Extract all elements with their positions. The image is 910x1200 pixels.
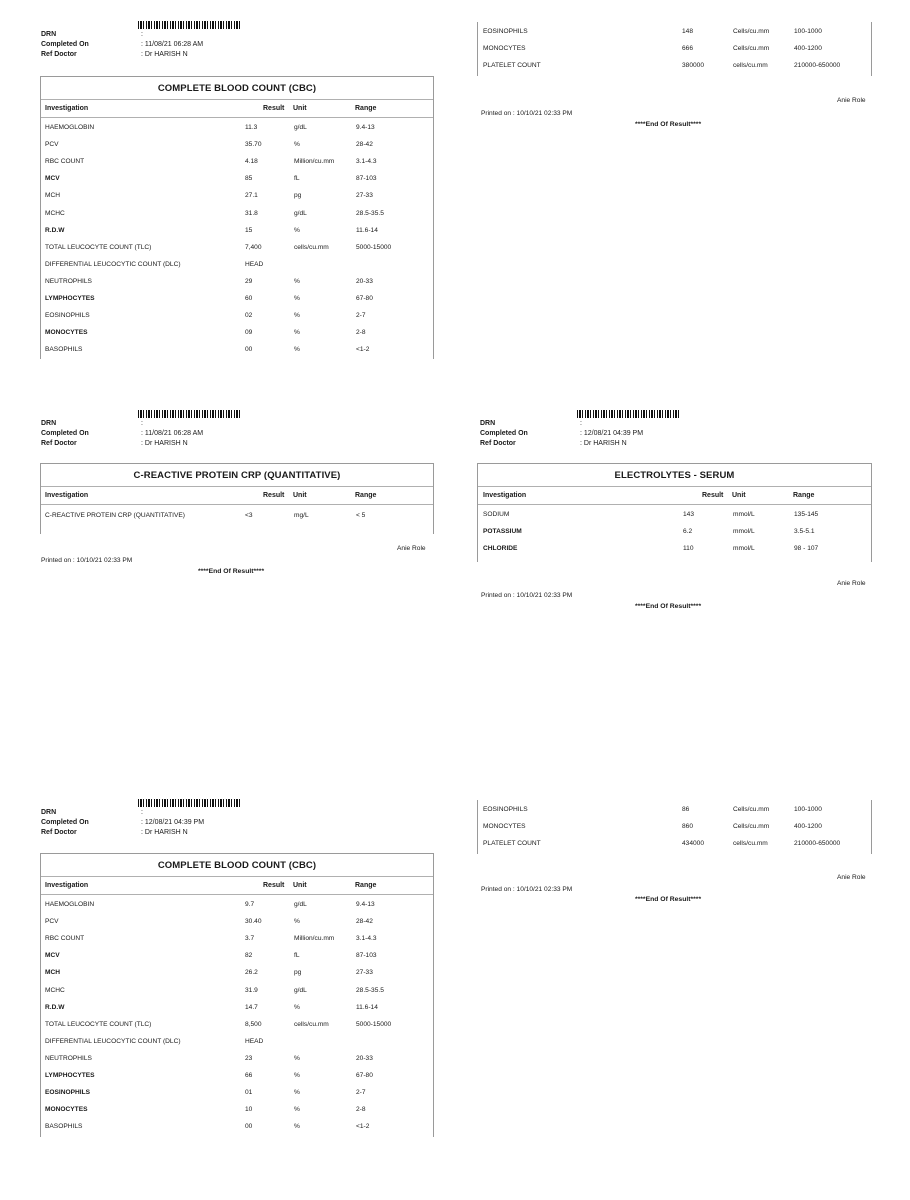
test-name: MONOCYTES — [483, 45, 526, 53]
table-row — [41, 952, 433, 969]
result-value: 15 — [245, 226, 253, 234]
ref-doctor-label: Ref Doctor — [41, 440, 77, 447]
ref-doctor-label: Ref Doctor — [480, 440, 516, 447]
unit-value: Cells/cu.mm — [733, 45, 770, 53]
table-row — [41, 935, 433, 952]
report-title: ELECTROLYTES - SERUM — [614, 470, 735, 481]
unit-value: cells/cu.mm — [733, 62, 768, 70]
completed-on-value: : 11/08/21 06:28 AM — [141, 430, 204, 437]
result-header: Result — [263, 492, 285, 499]
range-value: 11.6-14 — [356, 1003, 378, 1011]
divider — [41, 894, 433, 895]
range-value: 135-145 — [794, 511, 819, 518]
table-row — [41, 1072, 433, 1089]
ref-doctor-value: : Dr HARISH N — [580, 440, 627, 447]
table-row — [41, 175, 433, 192]
table-row — [478, 528, 871, 545]
report-header — [480, 419, 740, 451]
table-row — [41, 141, 433, 158]
unit-value: Million/cu.mm — [294, 935, 335, 943]
result-value: <3 — [245, 512, 253, 519]
barcode — [577, 410, 679, 418]
unit-value: % — [294, 141, 300, 149]
range-value: 100-1000 — [794, 28, 822, 35]
divider — [41, 876, 433, 877]
range-value: 2-7 — [356, 312, 366, 320]
range-value: < 5 — [356, 512, 366, 519]
result-value: 7,400 — [245, 243, 262, 251]
result-value: 26.2 — [245, 969, 258, 977]
drn-value: : — [141, 809, 143, 816]
ref-doctor-label: Ref Doctor — [41, 829, 77, 836]
table-row — [41, 244, 433, 261]
range-value: 3.5-5.1 — [794, 528, 815, 536]
test-name: MCHC — [45, 986, 65, 994]
range-value: 87-103 — [356, 175, 377, 183]
divider — [478, 504, 871, 505]
result-value: 23 — [245, 1054, 253, 1062]
printed-on: Printed on : 10/10/21 02:33 PM — [41, 557, 133, 564]
report-title: COMPLETE BLOOD COUNT (CBC) — [157, 83, 317, 94]
unit-value: % — [294, 226, 300, 234]
test-name: PLATELET COUNT — [483, 840, 541, 848]
result-value: 00 — [245, 346, 253, 354]
unit-value: % — [294, 1123, 300, 1131]
drn-label: DRN — [41, 420, 57, 427]
investigation-header: Investigation — [483, 492, 527, 499]
divider — [41, 486, 433, 487]
unit-value: Cells/cu.mm — [733, 28, 770, 35]
completed-on-value: : 11/08/21 06:28 AM — [141, 41, 204, 48]
result-value: 860 — [682, 823, 694, 831]
completed-on-label: Completed On — [41, 819, 89, 826]
range-value: 210000-650000 — [794, 840, 841, 848]
result-value: 30.40 — [245, 918, 262, 926]
range-value: 2-8 — [356, 329, 366, 337]
test-name: MCHC — [45, 209, 65, 217]
test-name: R.D.W — [45, 226, 65, 234]
test-name: DIFFERENTIAL LEUCOCYTIC COUNT (DLC) — [45, 1037, 181, 1045]
barcode — [138, 410, 240, 418]
test-name: MCH — [45, 192, 61, 200]
result-header: Result — [263, 105, 285, 112]
test-name: MONOCYTES — [45, 1106, 88, 1114]
range-value: 5000-15000 — [356, 1020, 392, 1028]
cbc-continuation-table — [477, 22, 872, 76]
signatory: Anie Role — [837, 580, 866, 587]
test-name: HAEMOGLOBIN — [45, 124, 95, 131]
ref-doctor-label: Ref Doctor — [41, 51, 77, 58]
table-row — [41, 512, 433, 529]
table-row — [41, 210, 433, 227]
table-row — [41, 278, 433, 295]
barcode — [138, 799, 240, 807]
table-row — [41, 1004, 433, 1021]
end-of-result: ****End Of Result**** — [198, 568, 265, 575]
ref-doctor-value: : Dr HARISH N — [141, 440, 188, 447]
range-value: 87-103 — [356, 952, 377, 960]
range-value: 400-1200 — [794, 823, 822, 831]
unit-value: % — [294, 918, 300, 926]
test-name: MCV — [45, 175, 60, 183]
result-value: 148 — [682, 28, 694, 35]
table-row — [478, 511, 871, 528]
range-header: Range — [793, 492, 815, 499]
crp-table — [40, 463, 434, 534]
unit-value: % — [294, 1003, 300, 1011]
range-value: 27-33 — [356, 192, 373, 200]
result-value: 9.7 — [245, 901, 255, 908]
printed-on: Printed on : 10/10/21 02:33 PM — [481, 110, 573, 117]
range-value: 28-42 — [356, 141, 373, 149]
investigation-header: Investigation — [45, 105, 89, 112]
range-value: 27-33 — [356, 969, 373, 977]
result-value: 31.9 — [245, 986, 258, 994]
test-name: HAEMOGLOBIN — [45, 901, 95, 908]
result-value: 82 — [245, 952, 253, 960]
unit-value: % — [294, 277, 300, 285]
result-value: 14.7 — [245, 1003, 258, 1011]
table-row — [478, 545, 871, 562]
table-row — [41, 124, 433, 141]
test-name: DIFFERENTIAL LEUCOCYTIC COUNT (DLC) — [45, 260, 181, 268]
table-row — [41, 969, 433, 986]
unit-value: % — [294, 1089, 300, 1097]
electrolytes-table — [477, 463, 872, 562]
range-value: <1-2 — [356, 1123, 370, 1131]
divider — [41, 99, 433, 100]
table-row — [41, 1089, 433, 1106]
investigation-header: Investigation — [45, 492, 89, 499]
test-name: PCV — [45, 141, 59, 149]
unit-value: Cells/cu.mm — [733, 806, 770, 813]
test-name: EOSINOPHILS — [483, 28, 528, 35]
unit-value: g/dL — [294, 124, 307, 131]
result-value: 35.70 — [245, 141, 262, 149]
range-value: 67-80 — [356, 295, 373, 302]
test-name: C-REACTIVE PROTEIN CRP (QUANTITATIVE) — [45, 512, 185, 519]
result-value: 09 — [245, 329, 253, 337]
drn-label: DRN — [480, 420, 496, 427]
unit-value: Million/cu.mm — [294, 158, 335, 166]
table-row — [41, 192, 433, 209]
range-value: 28.5-35.5 — [356, 209, 384, 217]
result-value: 110 — [683, 545, 694, 553]
unit-header: Unit — [293, 105, 307, 112]
test-name: BASOPHILS — [45, 1123, 83, 1131]
range-value: <1-2 — [356, 346, 370, 354]
table-row — [478, 823, 871, 840]
unit-value: pg — [294, 969, 302, 977]
divider — [478, 486, 871, 487]
report-header — [41, 30, 301, 62]
signatory: Anie Role — [837, 97, 866, 104]
result-value: 02 — [245, 312, 253, 320]
cbc-continuation-table — [477, 800, 872, 854]
result-value: 3.7 — [245, 935, 255, 943]
end-of-result: ****End Of Result**** — [635, 896, 702, 903]
unit-value: % — [294, 346, 300, 354]
table-row — [41, 1021, 433, 1038]
barcode — [138, 21, 240, 29]
range-value: 100-1000 — [794, 806, 822, 813]
test-name: POTASSIUM — [483, 528, 522, 536]
report-title: COMPLETE BLOOD COUNT (CBC) — [157, 860, 317, 871]
result-value: 00 — [245, 1123, 253, 1131]
range-value: 20-33 — [356, 277, 373, 285]
result-value: 666 — [682, 45, 694, 53]
unit-value: % — [294, 1106, 300, 1114]
table-row — [41, 329, 433, 346]
result-value: 66 — [245, 1072, 253, 1079]
range-value: 20-33 — [356, 1054, 373, 1062]
table-row — [41, 918, 433, 935]
test-name: NEUTROPHILS — [45, 277, 92, 285]
test-name: MONOCYTES — [483, 823, 526, 831]
completed-on-label: Completed On — [480, 430, 528, 437]
range-value: 3.1-4.3 — [356, 158, 377, 166]
drn-label: DRN — [41, 809, 57, 816]
completed-on-value: : 12/08/21 04:39 PM — [580, 430, 644, 437]
unit-value: Cells/cu.mm — [733, 823, 770, 831]
signatory: Anie Role — [397, 545, 426, 552]
test-name: MONOCYTES — [45, 329, 88, 337]
unit-value: % — [294, 1054, 300, 1062]
unit-value: fL — [294, 952, 300, 960]
range-value: 98 - 107 — [794, 545, 819, 553]
unit-value: mmol/L — [733, 545, 755, 553]
result-value: 27.1 — [245, 192, 258, 200]
result-value: HEAD — [245, 1037, 264, 1045]
result-value: 11.3 — [245, 124, 258, 131]
drn-label: DRN — [41, 31, 57, 38]
unit-value: g/dL — [294, 209, 307, 217]
report-title: C-REACTIVE PROTEIN CRP (QUANTITATIVE) — [133, 470, 341, 481]
range-header: Range — [355, 105, 377, 112]
unit-value: % — [294, 1072, 300, 1079]
drn-value: : — [141, 31, 143, 38]
report-header — [41, 419, 301, 451]
table-row — [41, 295, 433, 312]
result-value: 6.2 — [683, 528, 693, 536]
table-row — [41, 261, 433, 278]
range-header: Range — [355, 882, 377, 889]
report-header — [41, 808, 301, 840]
result-value: 85 — [245, 175, 253, 183]
unit-value: cells/cu.mm — [294, 1020, 329, 1028]
test-name: NEUTROPHILS — [45, 1054, 92, 1062]
unit-value: % — [294, 312, 300, 320]
end-of-result: ****End Of Result**** — [635, 121, 702, 128]
result-value: 380000 — [682, 62, 705, 70]
range-value: 11.6-14 — [356, 226, 378, 234]
test-name: BASOPHILS — [45, 346, 83, 354]
table-row — [41, 1055, 433, 1072]
test-name: EOSINOPHILS — [45, 1089, 91, 1097]
drn-value: : — [580, 420, 582, 427]
result-value: 31.8 — [245, 209, 258, 217]
cbc-table — [40, 853, 434, 1137]
unit-value: mmol/L — [733, 528, 755, 536]
test-name: CHLORIDE — [483, 545, 518, 553]
table-row — [41, 312, 433, 329]
range-value: 28.5-35.5 — [356, 986, 384, 994]
printed-on: Printed on : 10/10/21 02:33 PM — [481, 592, 573, 599]
unit-value: % — [294, 295, 300, 302]
table-row — [478, 28, 871, 45]
range-value: 2-7 — [356, 1089, 366, 1097]
range-value: 9.4-13 — [356, 901, 375, 908]
result-value: 01 — [245, 1089, 253, 1097]
result-value: 4.18 — [245, 158, 258, 166]
divider — [41, 117, 433, 118]
range-value: 210000-650000 — [794, 62, 841, 70]
test-name: PCV — [45, 918, 59, 926]
test-name: LYMPHOCYTES — [45, 1072, 95, 1079]
unit-value: mg/L — [294, 512, 309, 519]
test-name: PLATELET COUNT — [483, 62, 541, 70]
unit-value: g/dL — [294, 986, 307, 994]
printed-on: Printed on : 10/10/21 02:33 PM — [481, 886, 573, 893]
range-value: 2-8 — [356, 1106, 366, 1114]
cbc-table — [40, 76, 434, 359]
table-row — [478, 62, 871, 79]
result-value: HEAD — [245, 260, 264, 268]
range-header: Range — [355, 492, 377, 499]
result-value: 8,500 — [245, 1020, 262, 1028]
result-value: 143 — [683, 511, 695, 518]
table-row — [41, 901, 433, 918]
test-name: TOTAL LEUCOCYTE COUNT (TLC) — [45, 1020, 152, 1028]
range-value: 67-80 — [356, 1072, 373, 1079]
test-name: RBC COUNT — [45, 935, 85, 943]
completed-on-label: Completed On — [41, 430, 89, 437]
unit-value: mmol/L — [733, 511, 755, 518]
table-row — [41, 1038, 433, 1055]
completed-on-label: Completed On — [41, 41, 89, 48]
range-value: 28-42 — [356, 918, 373, 926]
table-row — [478, 806, 871, 823]
unit-value: fL — [294, 175, 300, 183]
table-row — [41, 987, 433, 1004]
end-of-result: ****End Of Result**** — [635, 603, 702, 610]
unit-header: Unit — [293, 492, 307, 499]
table-row — [41, 1123, 433, 1140]
test-name: TOTAL LEUCOCYTE COUNT (TLC) — [45, 243, 152, 251]
test-name: RBC COUNT — [45, 158, 85, 166]
table-row — [41, 1106, 433, 1123]
unit-header: Unit — [732, 492, 746, 499]
unit-value: cells/cu.mm — [733, 840, 768, 848]
test-name: MCV — [45, 952, 60, 960]
unit-value: pg — [294, 192, 302, 200]
result-header: Result — [263, 882, 285, 889]
result-value: 10 — [245, 1106, 253, 1114]
test-name: EOSINOPHILS — [483, 806, 528, 813]
range-value: 5000-15000 — [356, 243, 392, 251]
result-value: 434000 — [682, 840, 705, 848]
drn-value: : — [141, 420, 143, 427]
unit-value: cells/cu.mm — [294, 243, 329, 251]
ref-doctor-value: : Dr HARISH N — [141, 51, 188, 58]
investigation-header: Investigation — [45, 882, 89, 889]
table-row — [41, 227, 433, 244]
test-name: R.D.W — [45, 1003, 65, 1011]
divider — [41, 504, 433, 505]
signatory: Anie Role — [837, 874, 866, 881]
ref-doctor-value: : Dr HARISH N — [141, 829, 188, 836]
table-row — [478, 45, 871, 62]
table-row — [41, 158, 433, 175]
result-value: 60 — [245, 295, 253, 302]
test-name: MCH — [45, 969, 61, 977]
test-name: LYMPHOCYTES — [45, 295, 95, 302]
unit-value: g/dL — [294, 901, 307, 908]
table-row — [41, 346, 433, 363]
result-value: 86 — [682, 806, 690, 813]
table-row — [478, 840, 871, 857]
range-value: 3.1-4.3 — [356, 935, 377, 943]
result-header: Result — [702, 492, 724, 499]
unit-header: Unit — [293, 882, 307, 889]
range-value: 9.4-13 — [356, 124, 375, 131]
unit-value: % — [294, 329, 300, 337]
test-name: EOSINOPHILS — [45, 312, 90, 320]
test-name: SODIUM — [483, 511, 510, 518]
result-value: 29 — [245, 277, 253, 285]
range-value: 400-1200 — [794, 45, 822, 53]
completed-on-value: : 12/08/21 04:39 PM — [141, 819, 205, 826]
